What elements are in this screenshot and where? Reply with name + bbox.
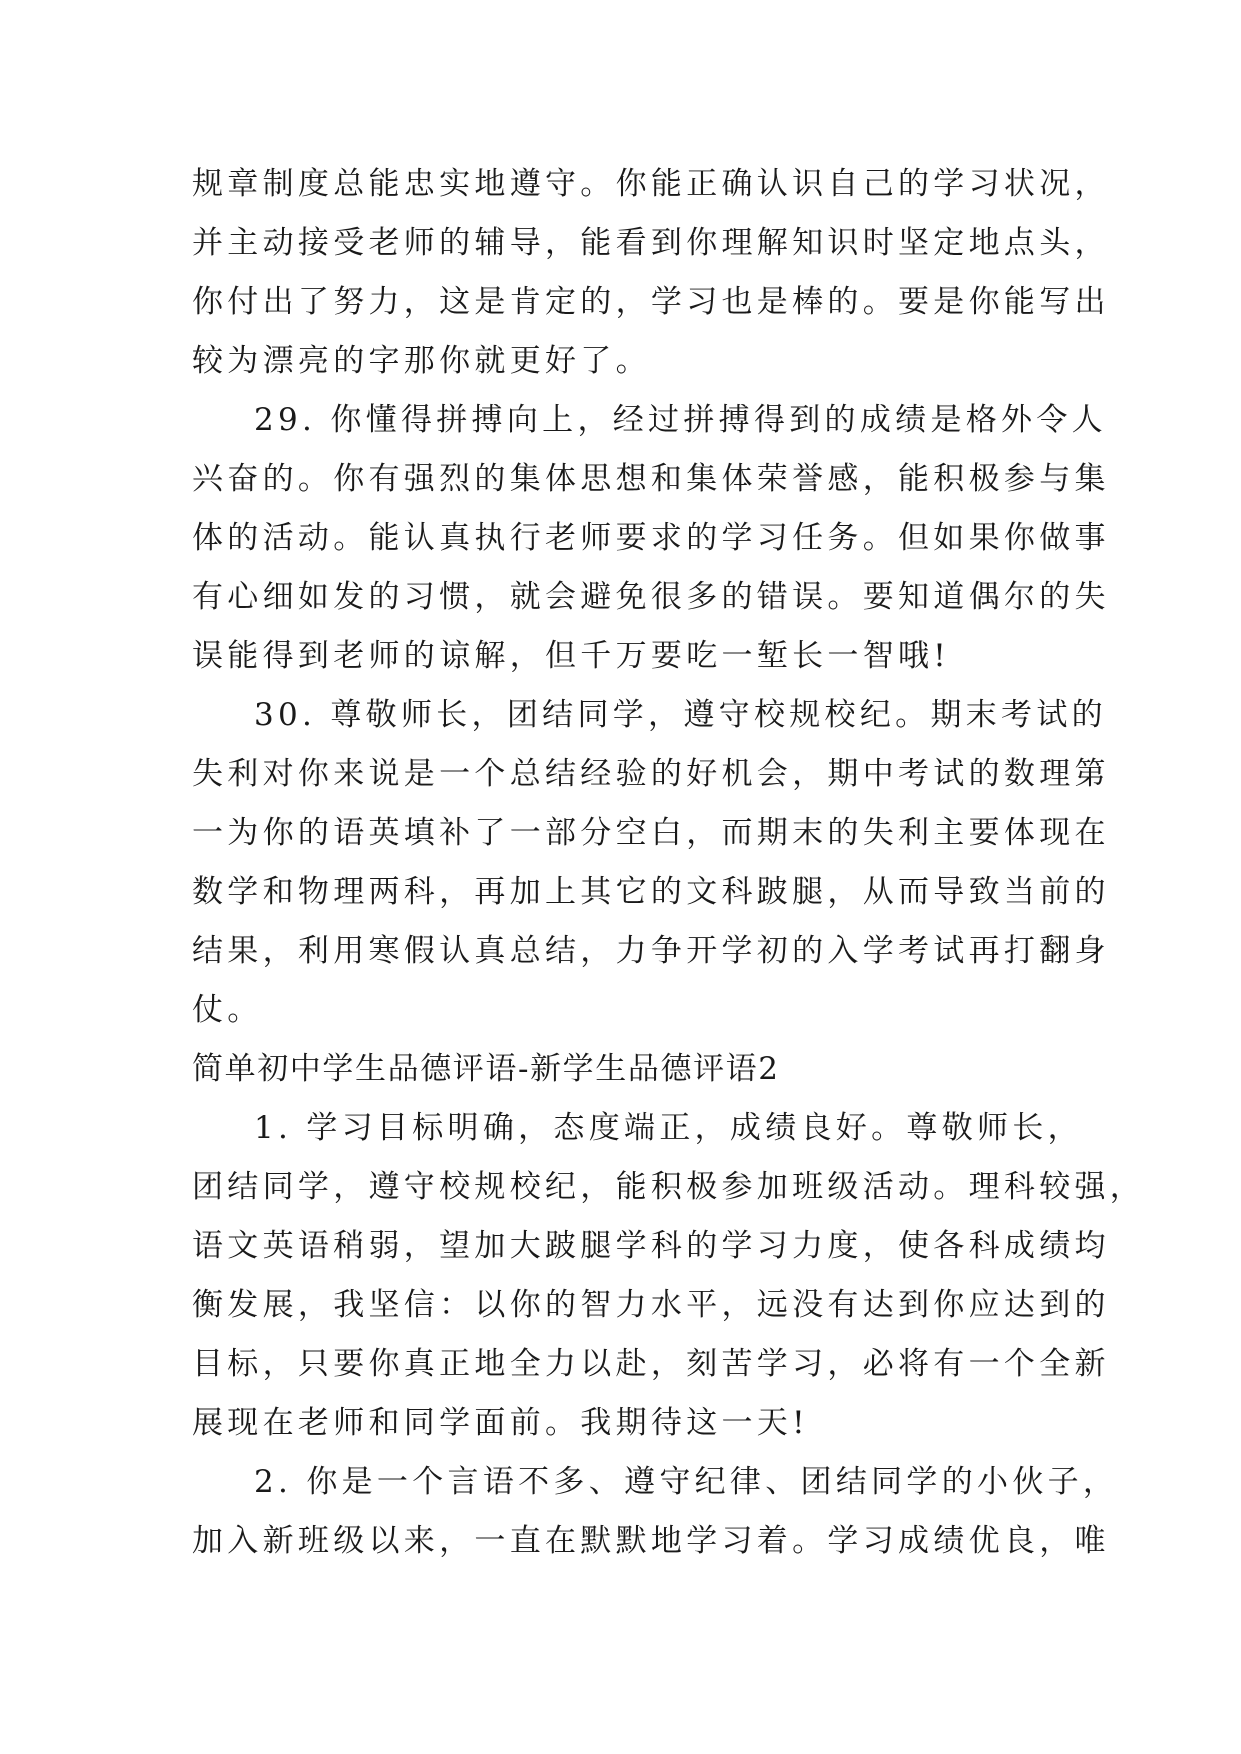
text-line: 30. 尊敬师长，团结同学，遵守校规校纪。期末考试的: [254, 697, 1107, 733]
text-line: 失利对你来说是一个总结经验的好机会，期中考试的数理第: [192, 756, 1110, 792]
text-line: 兴奋的。你有强烈的集体思想和集体荣誉感，能积极参与集: [192, 461, 1110, 497]
text-line: 团结同学，遵守校规校纪，能积极参加班级活动。理科较强，: [192, 1169, 1146, 1205]
section-heading: [192, 1040, 1062, 1099]
text-line: 你付出了努力，这是肯定的，学习也是棒的。要是你能写出: [192, 284, 1110, 320]
text-line: 有心细如发的习惯，就会避免很多的错误。要知道偶尔的失: [192, 579, 1110, 615]
text-line: 结果，利用寒假认真总结，力争开学初的入学考试再打翻身: [192, 933, 1110, 969]
text-line: 仗。: [192, 992, 263, 1028]
text-line: 29. 你懂得拼搏向上，经过拼搏得到的成绩是格外令人: [254, 402, 1107, 438]
text-line: 误能得到老师的谅解，但千万要吃一堑长一智哦!: [192, 638, 951, 674]
paragraph-continuation: [192, 155, 1110, 391]
text-line: 体的活动。能认真执行老师要求的学习任务。但如果你做事: [192, 520, 1110, 556]
paragraph-item-29: [192, 391, 1110, 686]
paragraph-item-2: [192, 1453, 1119, 1571]
text-line: 衡发展，我坚信：以你的智力水平，远没有达到你应达到的: [192, 1287, 1110, 1323]
text-line: 语文英语稍弱，望加大跛腿学科的学习力度，使各科成绩均: [192, 1228, 1110, 1264]
document-body: [192, 155, 1146, 1571]
text-line: 加入新班级以来，一直在默默地学习着。学习成绩优良，唯: [192, 1523, 1110, 1559]
paragraph-item-30: [192, 686, 1110, 1040]
text-line: 展现在老师和同学面前。我期待这一天!: [192, 1405, 809, 1441]
paragraph-item-1: [192, 1099, 1146, 1453]
text-line: 数学和物理两科，再加上其它的文科跛腿，从而导致当前的: [192, 874, 1110, 910]
text-line: 一为你的语英填补了一部分空白，而期末的失利主要体现在: [192, 815, 1110, 851]
text-line: 并主动接受老师的辅导，能看到你理解知识时坚定地点头，: [192, 225, 1110, 261]
text-line: 2. 你是一个言语不多、遵守纪律、团结同学的小伙子，: [254, 1464, 1119, 1500]
text-line: 较为漂亮的字那你就更好了。: [192, 343, 651, 379]
heading-text: 简单初中学生品德评语-新学生品德评语2: [192, 1051, 780, 1087]
text-line: 目标，只要你真正地全力以赴，刻苦学习，必将有一个全新: [192, 1346, 1110, 1382]
text-line: 规章制度总能忠实地遵守。你能正确认识自己的学习状况，: [192, 166, 1110, 202]
text-line: 1. 学习目标明确，态度端正，成绩良好。尊敬师长，: [254, 1110, 1083, 1146]
